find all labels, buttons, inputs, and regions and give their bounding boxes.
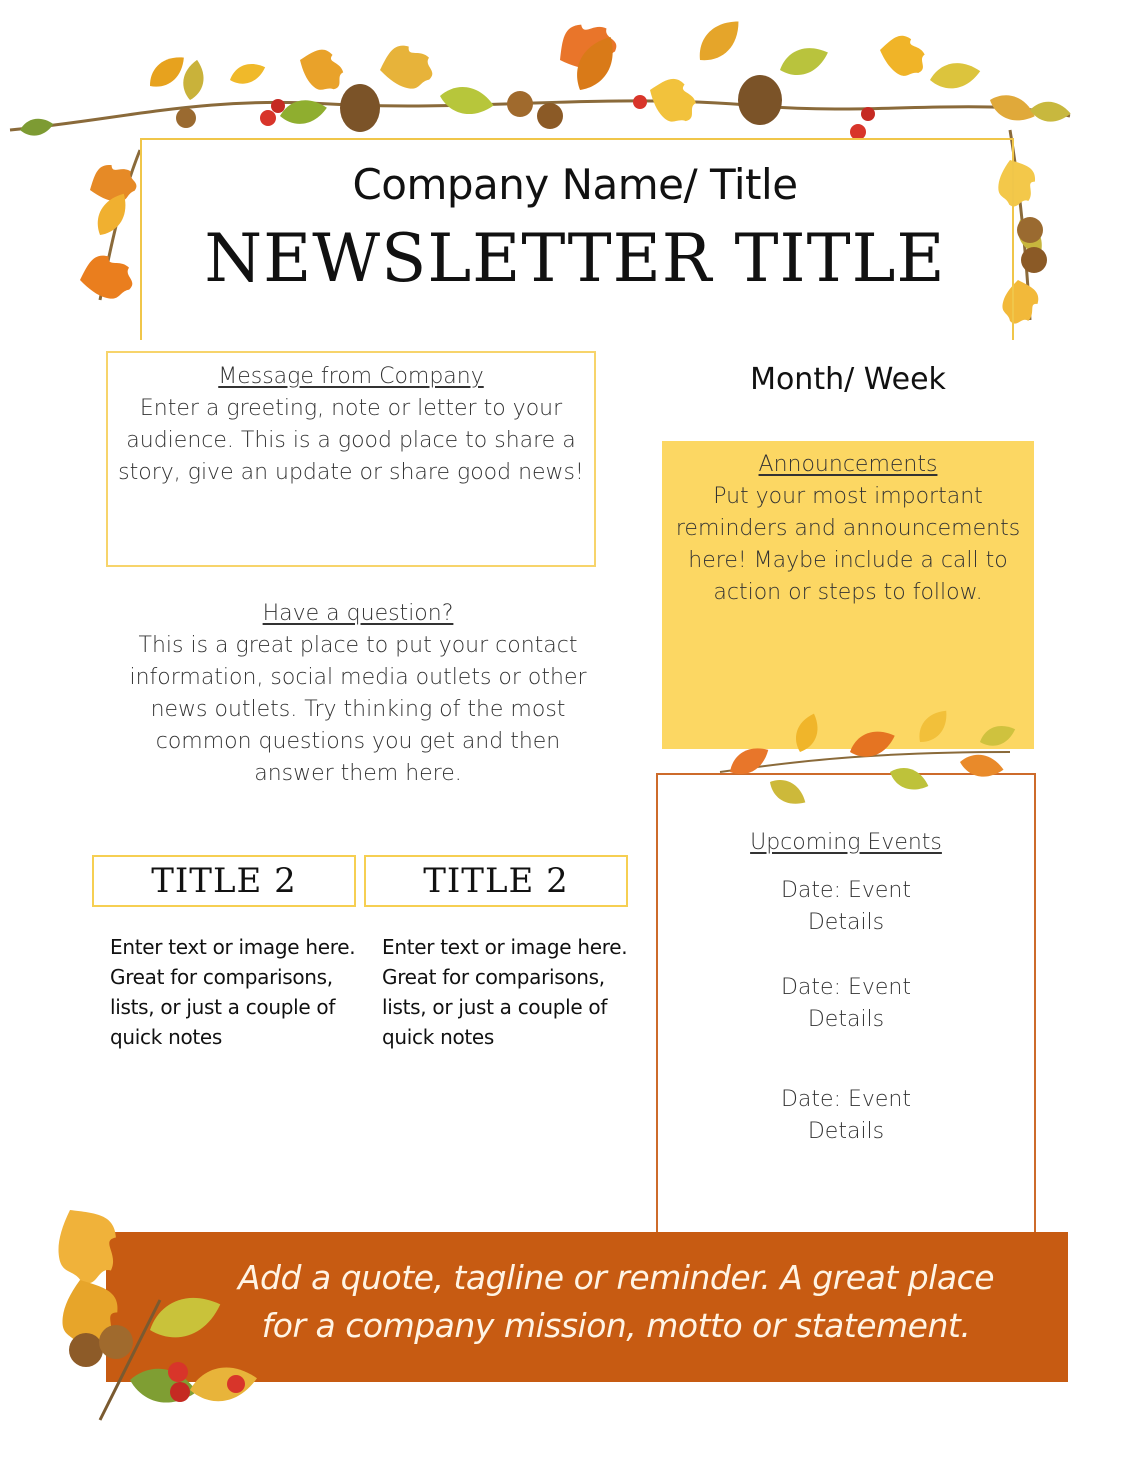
event-item: Date: Event Details [780,975,911,1032]
column-1-body: Enter text or image here. Great for comparisons, lists, or just a couple of quick notes [110,935,356,1049]
message-box [106,351,596,567]
message-body: Enter a greeting, note or letter to your audience. This is a good place to share a story, give an update or share good news! [118,396,584,485]
column-2-body: Enter text or image here. Great for comparisons, lists, or just a couple of quick notes [382,935,628,1049]
month-week-label: Month/ Week [750,362,946,397]
autumn-leaf-cluster-bottom [40,1180,300,1450]
column-1-title: TITLE 2 [92,855,356,907]
company-name-title: Company Name/ Title [352,160,798,209]
announcements-body: Put your most important reminders and announcements here! Maybe include a call to action or steps to follow. [675,484,1021,605]
announcements-box [662,441,1034,749]
question-block [118,598,598,790]
footer-quote-text: Add a quote, tagline or reminder. A great place for a company mission, motto or statement. [237,1258,995,1345]
events-heading: Upcoming Events [750,830,942,855]
question-body: This is a great place to put your contact information, social media outlets or other news outlets. Try thinking of the most common questions you get and then answer them here. [129,633,587,786]
message-heading: Message from Company [218,364,484,389]
announcements-heading: Announcements [758,452,938,477]
column-2-title: TITLE 2 [364,855,628,907]
autumn-leaf-garland-middle [710,722,1030,812]
event-item: Date: Event Details [780,878,911,935]
events-box [656,773,1036,1239]
question-heading: Have a question? [262,601,454,626]
newsletter-title: NEWSLETTER TITLE [204,220,946,297]
event-item: Date: Event Details [780,1087,911,1144]
